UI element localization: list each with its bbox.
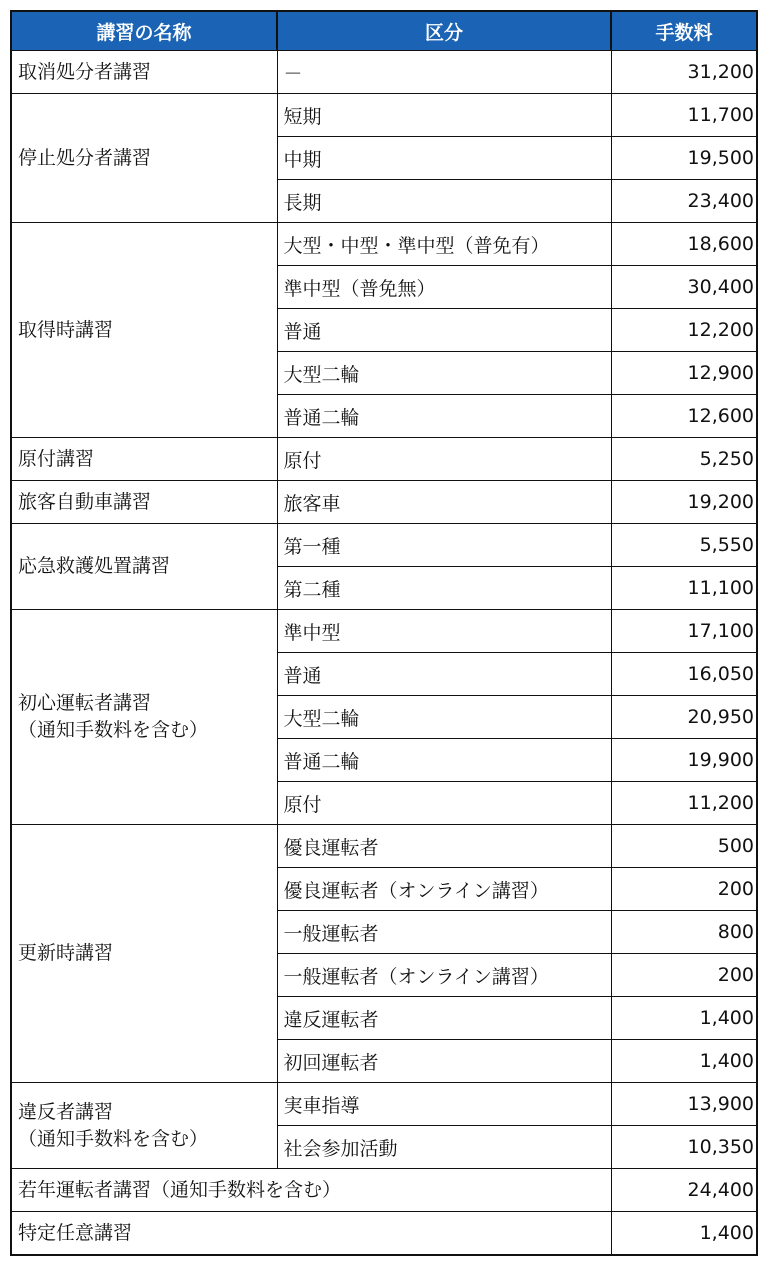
fee-cell: 16,050 xyxy=(611,653,757,696)
fee-cell: 800 xyxy=(611,911,757,954)
category-cell: － xyxy=(277,51,611,94)
course-name: 停止処分者講習 xyxy=(18,146,152,169)
category-cell: 大型・中型・準中型（普免有） xyxy=(277,223,611,266)
table-row xyxy=(11,1083,757,1126)
course-name: 旅客自動車講習 xyxy=(18,490,152,513)
category-cell: 長期 xyxy=(277,180,611,223)
category-cell: 普通二輪 xyxy=(277,395,611,438)
category-cell: 一般運転者（オンライン講習） xyxy=(277,954,611,997)
fee-cell: 17,100 xyxy=(611,610,757,653)
course-name-cell xyxy=(11,825,277,1083)
header-row xyxy=(11,11,757,51)
course-name-cell xyxy=(11,1083,277,1169)
fee-cell: 19,200 xyxy=(611,481,757,524)
fee-table xyxy=(10,10,758,1256)
fee-cell: 19,900 xyxy=(611,739,757,782)
fee-cell: 11,700 xyxy=(611,94,757,137)
category-cell: 原付 xyxy=(277,438,611,481)
fee-cell: 1,400 xyxy=(611,1212,757,1256)
table-row xyxy=(11,524,757,567)
fee-cell: 18,600 xyxy=(611,223,757,266)
course-name-cell xyxy=(11,51,277,94)
fee-cell: 13,900 xyxy=(611,1083,757,1126)
course-name-cell xyxy=(11,223,277,438)
fee-cell: 30,400 xyxy=(611,266,757,309)
fee-cell: 10,350 xyxy=(611,1126,757,1169)
category-cell: 初回運転者 xyxy=(277,1040,611,1083)
table-row xyxy=(11,1169,757,1212)
course-name: 原付講習 xyxy=(18,447,95,470)
fee-cell: 12,900 xyxy=(611,352,757,395)
category-cell: 原付 xyxy=(277,782,611,825)
fee-cell: 31,200 xyxy=(611,51,757,94)
course-name-cell xyxy=(11,1212,611,1256)
course-name: （通知手数料を含む） xyxy=(18,1127,209,1150)
course-name-cell xyxy=(11,1169,611,1212)
category-cell: 普通 xyxy=(277,309,611,352)
header-category: 区分 xyxy=(277,11,611,51)
table-row xyxy=(11,1212,757,1256)
category-cell: 一般運転者 xyxy=(277,911,611,954)
table-row xyxy=(11,610,757,653)
fee-cell: 5,250 xyxy=(611,438,757,481)
course-name: 取得時講習 xyxy=(18,318,114,341)
table-row xyxy=(11,481,757,524)
fee-cell: 19,500 xyxy=(611,137,757,180)
course-name-cell xyxy=(11,524,277,610)
category-cell: 大型二輪 xyxy=(277,696,611,739)
table-row xyxy=(11,51,757,94)
course-name: 特定任意講習 xyxy=(18,1221,133,1244)
category-cell: 普通二輪 xyxy=(277,739,611,782)
fee-cell: 200 xyxy=(611,868,757,911)
course-name-cell xyxy=(11,94,277,223)
course-name-cell xyxy=(11,481,277,524)
header-fee: 手数料 xyxy=(611,11,757,51)
category-cell: 違反運転者 xyxy=(277,997,611,1040)
fee-table-body xyxy=(11,51,757,1256)
fee-cell: 23,400 xyxy=(611,180,757,223)
category-cell: 社会参加活動 xyxy=(277,1126,611,1169)
fee-cell: 12,200 xyxy=(611,309,757,352)
category-cell: 旅客車 xyxy=(277,481,611,524)
course-name-cell xyxy=(11,610,277,825)
course-name: 更新時講習 xyxy=(18,942,114,964)
category-cell: 短期 xyxy=(277,94,611,137)
fee-cell: 500 xyxy=(611,825,757,868)
table-row xyxy=(11,94,757,137)
fee-cell: 1,400 xyxy=(611,1040,757,1083)
course-name: 取消処分者講習 xyxy=(18,60,152,83)
fee-cell: 5,550 xyxy=(611,524,757,567)
fee-cell: 12,600 xyxy=(611,395,757,438)
table-row xyxy=(11,438,757,481)
fee-cell: 200 xyxy=(611,954,757,997)
course-name: 違反者講習 xyxy=(18,1100,114,1123)
header-name: 講習の名称 xyxy=(11,11,277,51)
course-name: 応急救護処置講習 xyxy=(18,555,171,577)
category-cell: 準中型（普免無） xyxy=(277,266,611,309)
category-cell: 中期 xyxy=(277,137,611,180)
fee-cell: 1,400 xyxy=(611,997,757,1040)
table-row xyxy=(11,223,757,266)
course-name: 若年運転者講習（通知手数料を含む） xyxy=(18,1178,342,1201)
category-cell: 優良運転者（オンライン講習） xyxy=(277,868,611,911)
table-row xyxy=(11,825,757,868)
course-name: 初心運転者講習 xyxy=(18,692,152,714)
category-cell: 実車指導 xyxy=(277,1083,611,1126)
category-cell: 第二種 xyxy=(277,567,611,610)
fee-cell: 11,100 xyxy=(611,567,757,610)
category-cell: 第一種 xyxy=(277,524,611,567)
course-name: （通知手数料を含む） xyxy=(18,719,209,741)
category-cell: 優良運転者 xyxy=(277,825,611,868)
category-cell: 大型二輪 xyxy=(277,352,611,395)
course-name-cell xyxy=(11,438,277,481)
fee-cell: 11,200 xyxy=(611,782,757,825)
category-cell: 普通 xyxy=(277,653,611,696)
fee-cell: 20,950 xyxy=(611,696,757,739)
category-cell: 準中型 xyxy=(277,610,611,653)
fee-cell: 24,400 xyxy=(611,1169,757,1212)
